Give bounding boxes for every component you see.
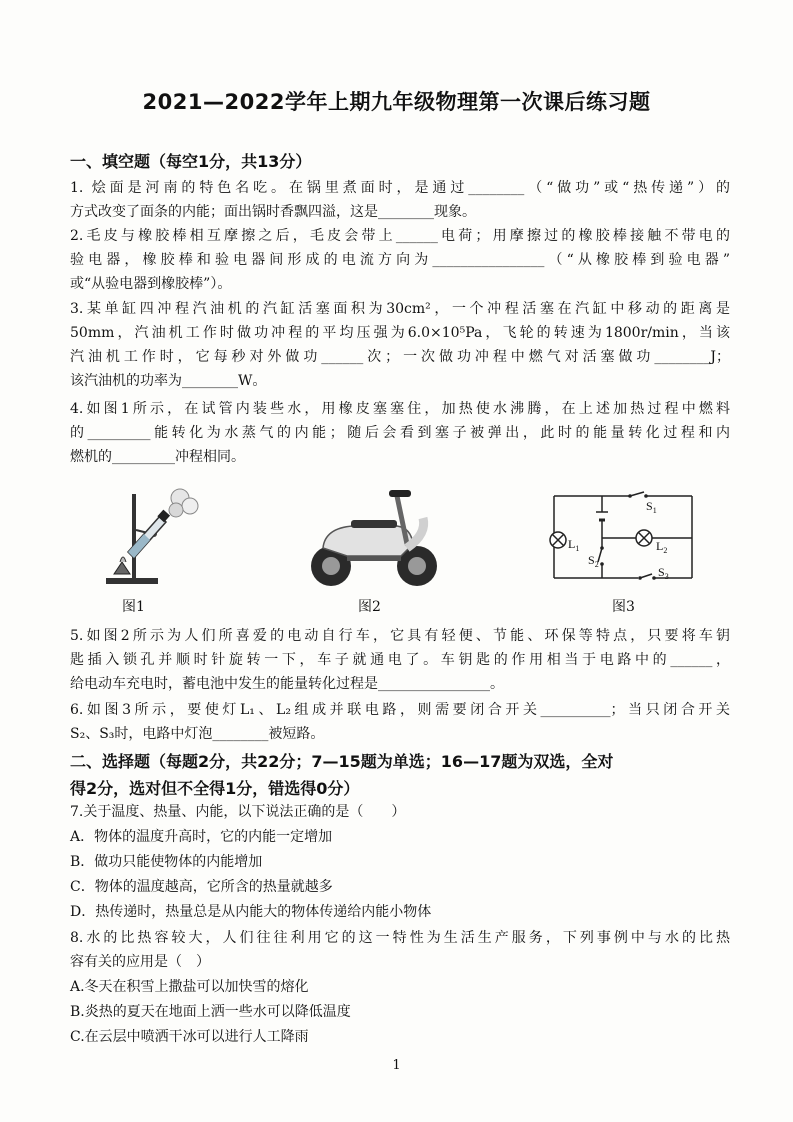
- question-7-option-c: C．物体的温度越高，它所含的热量就越多: [70, 879, 333, 895]
- question-3-line-1: 3.某单缸四冲程汽油机的汽缸活塞面积为30cm²，一个冲程活塞在汽缸中移动的距离是: [70, 301, 730, 317]
- question-8-line-1: 8.水的比热容较大，人们往往利用它的这一特性为生活生产服务，下列事例中与水的比热: [70, 930, 730, 946]
- question-5-line-2: 匙插入锁孔并顺时针旋转一下，车子就通电了。车钥匙的作用相当于电路中的______，: [70, 652, 730, 668]
- question-6-line-1: 6.如图3所示，要使灯L₁、L₂组成并联电路，则需要闭合开关__________；当只闭合开关: [70, 702, 730, 718]
- question-7-stem: 7.关于温度、热量、内能，以下说法正确的是（ ）: [70, 804, 406, 820]
- figure-3-circuit-diagram: [548, 488, 698, 586]
- question-7-option-d: D．热传递时，热量总是从内能大的物体传递给内能小物体: [70, 904, 432, 920]
- section-choice-heading-line-1: 二、选择题（每题2分，共22分；7—15题为单选；16—17题为双选，全对: [70, 752, 614, 771]
- question-6-line-2: S₂、S₃时，电路中灯泡________被短路。: [70, 726, 325, 742]
- question-5-line-3: 给电动车充电时，蓄电池中发生的能量转化过程是________________。: [70, 676, 504, 692]
- question-4-line-3: 燃机的_________冲程相同。: [70, 449, 245, 465]
- page-number: 1: [392, 1058, 401, 1073]
- question-8-option-b: B.炎热的夏天在地面上洒一些水可以降低温度: [70, 1004, 351, 1020]
- question-1-line-2: 方式改变了面条的内能；面出锅时香飘四溢，这是________现象。: [70, 204, 476, 220]
- question-8-option-a: A.冬天在积雪上撒盐可以加快雪的熔化: [70, 979, 309, 995]
- label-s3: $S_3$: [658, 565, 669, 581]
- question-3-line-3: 汽油机工作时，它每秒对外做功______次；一次做功冲程中燃气对活塞做功________J；: [70, 349, 730, 365]
- figure-1-test-tube: [92, 482, 202, 590]
- question-2-line-2: 验电器，橡胶棒和验电器间形成的电流方向为________________（“从橡胶棒到验电器”: [70, 252, 730, 268]
- question-7-option-a: A．物体的温度升高时，它的内能一定增加: [70, 829, 333, 845]
- section-choice-heading-line-2: 得2分，选对但不全得1分，错选得0分）: [70, 779, 360, 798]
- figure-3-caption: 图3: [612, 599, 635, 615]
- question-3-line-2: 50mm，汽油机工作时做功冲程的平均压强为6.0×10⁵Pa，飞轮的转速为1800r/min，当该: [70, 325, 730, 341]
- question-8-option-c: C.在云层中喷洒干冰可以进行人工降雨: [70, 1029, 309, 1045]
- question-8-line-2: 容有关的应用是（ ）: [70, 954, 210, 970]
- section-fill-in-heading: 一、填空题（每空1分，共13分）: [70, 152, 312, 171]
- figure-1-caption: 图1: [122, 599, 145, 615]
- question-3-line-4: 该汽油机的功率为________W。: [70, 373, 267, 389]
- label-l2: $L_2$: [656, 539, 668, 555]
- label-l1: $L_1$: [568, 537, 580, 553]
- question-7-option-b: B．做功只能使物体的内能增加: [70, 854, 263, 870]
- page-title: 2021—2022学年上期九年级物理第一次课后练习题: [142, 90, 651, 114]
- question-5-line-1: 5.如图2所示为人们所喜爱的电动自行车，它具有轻便、节能、环保等特点，只要将车钥: [70, 628, 730, 644]
- label-s1: $S_1$: [646, 499, 657, 515]
- question-1-line-1: 1. 烩面是河南的特色名吃。在锅里煮面时，是通过________（“做功”或“热传递”）的: [70, 180, 730, 196]
- question-2-line-3: 或“从验电器到橡胶棒”）。: [70, 276, 232, 292]
- label-s2: $S_2$: [588, 553, 599, 569]
- question-2-line-1: 2.毛皮与橡胶棒相互摩擦之后，毛皮会带上______电荷；用摩擦过的橡胶棒接触不带电的: [70, 228, 730, 244]
- figure-2-caption: 图2: [358, 599, 381, 615]
- question-4-line-2: 的_________能转化为水蒸气的内能；随后会看到塞子被弹出，此时的能量转化过程和内: [70, 425, 730, 441]
- question-4-line-1: 4.如图1所示，在试管内装些水，用橡皮塞塞住，加热使水沸腾，在上述加热过程中燃料: [70, 401, 730, 417]
- figure-2-electric-scooter: [305, 482, 443, 590]
